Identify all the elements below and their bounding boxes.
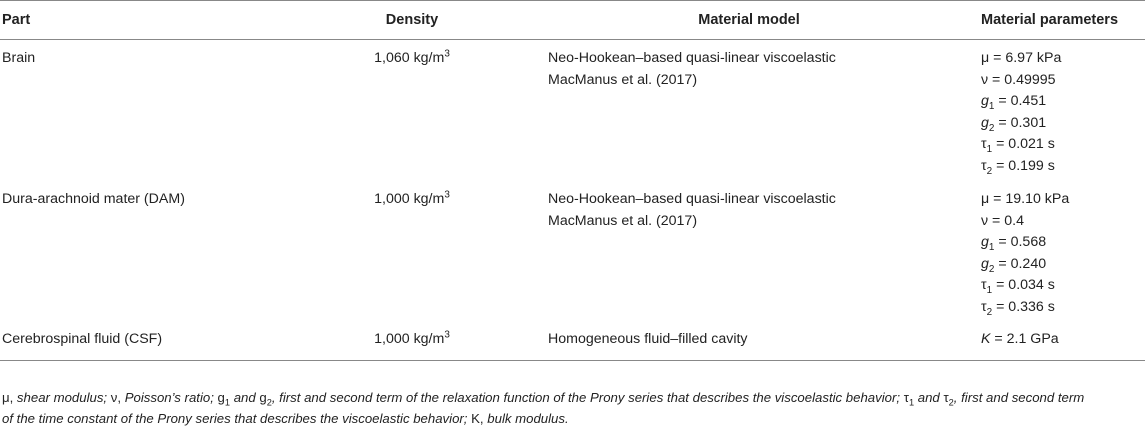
density-value: 1,000 kg/m	[374, 331, 445, 347]
footnote-tau2-sub: 2	[948, 397, 954, 408]
param-g2	[981, 113, 1145, 135]
footnote-tau1: τ	[903, 390, 909, 405]
cell-part: Cerebrospinal fluid (CSF)	[0, 318, 290, 360]
param-g2-value: = 0.240	[994, 255, 1047, 272]
param-tau2-subscript: 2	[986, 165, 993, 177]
param-g1-subscript: 1	[988, 241, 995, 253]
param-g1-symbol: g	[981, 234, 989, 250]
param-tau2	[981, 156, 1145, 178]
footnote-line-2	[2, 408, 1142, 429]
param-tau2-value: = 0.336 s	[992, 298, 1055, 315]
cell-material-parameters	[968, 318, 1145, 360]
density-value: 1,000 kg/m	[374, 191, 445, 207]
param-g1-value: = 0.568	[994, 234, 1047, 250]
model-line-1: Neo-Hookean–based quasi-linear viscoelastic	[548, 191, 836, 207]
density-exponent: 3	[444, 48, 450, 60]
header-material-parameters: Material parameters	[968, 1, 1145, 40]
table-row	[0, 318, 1145, 360]
cell-material-model	[520, 40, 968, 178]
param-tau1-value: = 0.034 s	[992, 277, 1055, 293]
density-value: 1,060 kg/m	[374, 50, 445, 66]
header-material-model: Material model	[520, 1, 968, 40]
param-g1-value: = 0.451	[994, 93, 1047, 109]
cell-material-model	[520, 318, 968, 360]
param-mu: μ = 6.97 kPa	[981, 50, 1062, 66]
model-line-2: MacManus et al. (2017)	[548, 212, 698, 229]
param-tau2-symbol: τ	[981, 157, 987, 174]
footnote-g-desc: , first and second term of the relaxation function of the Prony series that describes the viscoelastic behavior;	[271, 390, 904, 405]
param-k-symbol: K	[981, 331, 991, 347]
cell-material-parameters	[968, 40, 1145, 178]
footnote-g2-sub: 2	[266, 397, 272, 408]
param-g2-value: = 0.301	[994, 114, 1047, 131]
param-k-value: = 2.1 GPa	[990, 331, 1059, 347]
footnote-k-desc: bulk modulus.	[483, 411, 569, 426]
param-nu: ν = 0.4	[981, 212, 1024, 229]
param-g2-symbol: g	[981, 255, 989, 272]
param-nu: ν = 0.49995	[981, 71, 1056, 88]
param-tau2	[981, 297, 1145, 319]
cell-material-parameters	[968, 177, 1145, 318]
footnote-nu: ν,	[110, 390, 122, 405]
footnote-k: K,	[471, 411, 484, 426]
param-mu: μ = 19.10 kPa	[981, 191, 1070, 207]
param-g2-subscript: 2	[988, 263, 995, 275]
param-g1-symbol: g	[981, 93, 989, 109]
header-part: Part	[0, 1, 290, 40]
footnote-nu-desc: Poisson’s ratio;	[121, 390, 218, 405]
param-tau1-value: = 0.021 s	[992, 136, 1055, 152]
model-line-2: MacManus et al. (2017)	[548, 71, 698, 88]
footnote-and-2: and	[914, 390, 944, 405]
cell-density	[290, 318, 520, 360]
param-k	[981, 329, 1145, 351]
cell-part: Dura-arachnoid mater (DAM)	[2, 191, 185, 207]
param-g1	[981, 232, 1145, 254]
table-row	[0, 40, 1145, 178]
param-tau1-subscript: 1	[986, 284, 993, 296]
param-tau1	[981, 134, 1145, 156]
param-g2	[981, 254, 1145, 276]
header-density: Density	[290, 1, 520, 40]
footnote-and-1: and	[230, 390, 260, 405]
param-tau2-value: = 0.199 s	[992, 157, 1055, 174]
footnote-g1-sub: 1	[224, 397, 231, 408]
param-tau1-subscript: 1	[986, 143, 993, 155]
footnote-mu: μ,	[2, 390, 14, 405]
footnote-tau1-sub: 1	[908, 397, 915, 408]
footnote-line-1	[2, 387, 1142, 408]
footnote-tau2: τ	[943, 390, 949, 405]
cell-material-model	[520, 177, 968, 318]
density-exponent: 3	[444, 329, 450, 341]
footnote-g2: g	[259, 390, 267, 405]
footnote-tau-desc-2: of the time constant of the Prony series that describes the viscoelastic behavior;	[2, 411, 472, 426]
footnote-g1: g	[217, 390, 225, 405]
cell-density	[290, 177, 520, 318]
model-line-1: Homogeneous fluid–filled cavity	[548, 331, 748, 347]
cell-density	[290, 40, 520, 178]
param-g2-symbol: g	[981, 114, 989, 131]
param-tau2-subscript: 2	[986, 306, 993, 318]
param-g2-subscript: 2	[988, 122, 995, 134]
table-row	[0, 177, 1145, 318]
footnote-mu-desc: shear modulus;	[13, 390, 111, 405]
param-tau1-symbol: τ	[981, 277, 987, 293]
param-tau2-symbol: τ	[981, 298, 987, 315]
density-exponent: 3	[444, 189, 450, 201]
param-g1	[981, 91, 1145, 113]
table-header-row	[0, 1, 1145, 40]
param-g1-subscript: 1	[988, 100, 995, 112]
param-tau1	[981, 275, 1145, 297]
param-tau1-symbol: τ	[981, 136, 987, 152]
model-line-1: Neo-Hookean–based quasi-linear viscoelastic	[548, 50, 836, 66]
cell-part: Brain	[2, 50, 36, 66]
footnote-tau-desc-1: , first and second term	[953, 390, 1085, 405]
